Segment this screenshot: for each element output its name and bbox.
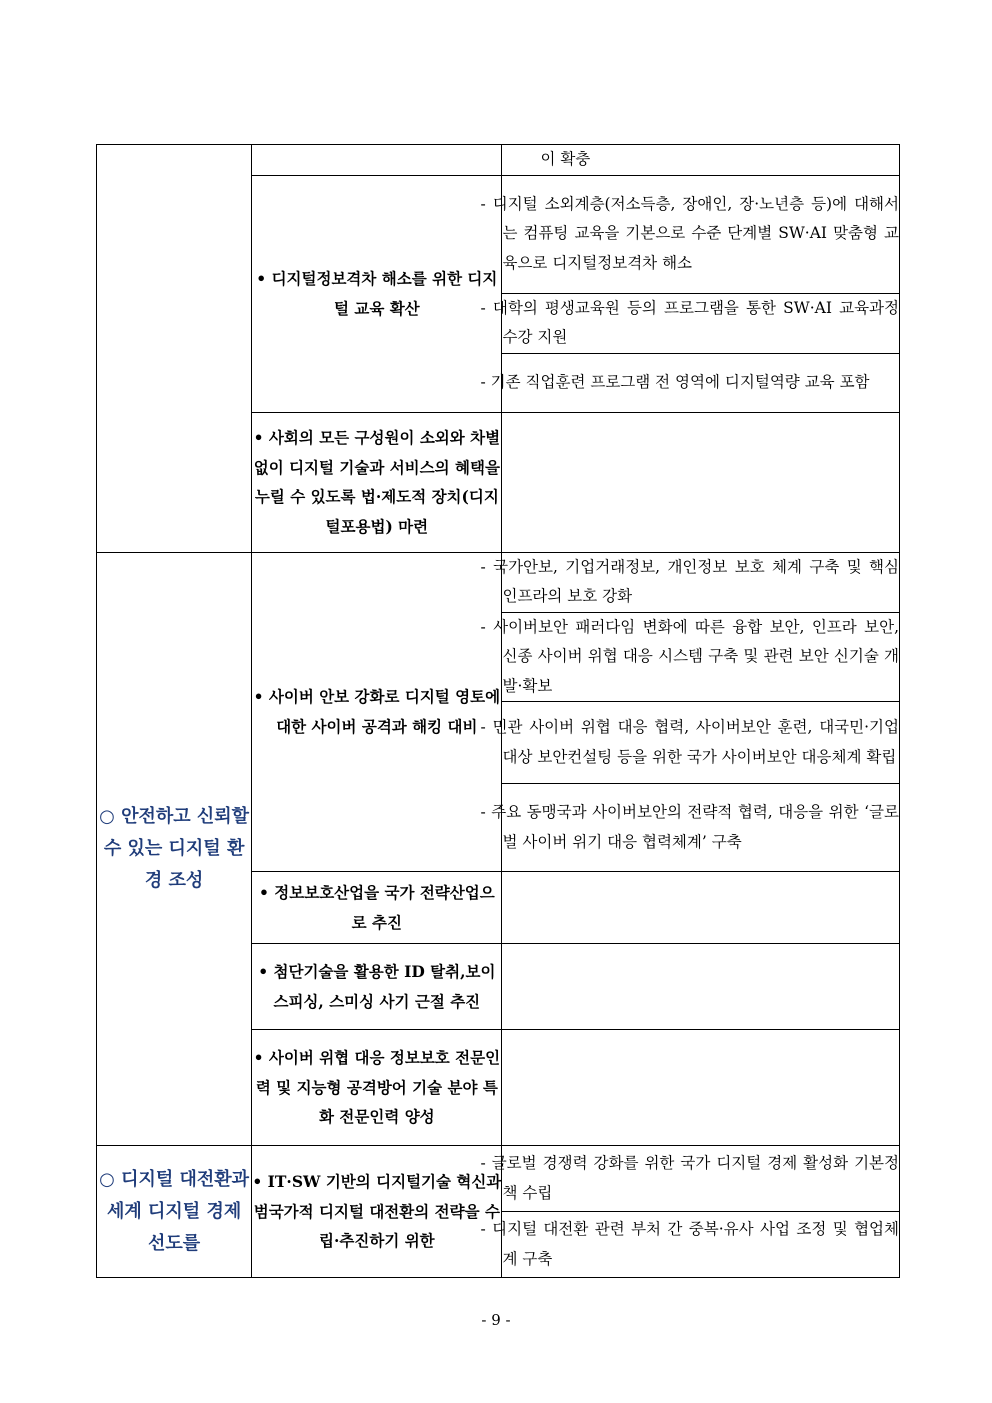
goal-cell: ○ 안전하고 신뢰할 수 있는 디지털 환경 조성	[97, 552, 252, 1146]
policy-table	[96, 144, 900, 1278]
detail-cell-empty	[502, 872, 900, 944]
task-cell: • 사회의 모든 구성원이 소외와 차별없이 디지털 기술과 서비스의 혜택을 누릴 수 있도록 법·제도적 장치(디지털포용법) 마련	[252, 412, 502, 552]
detail-cell: - 사이버보안 패러다임 변화에 따른 융합 보안, 인프라 보안, 신종 사이버 위협 대응 시스템 구축 및 관련 보안 신기술 개발·확보	[502, 612, 900, 702]
goal-cell-empty	[97, 145, 252, 553]
table-row	[97, 552, 900, 612]
table-row	[97, 1146, 900, 1212]
detail-cell-empty	[502, 1030, 900, 1146]
detail-cell: - 대학의 평생교육원 등의 프로그램을 통한 SW·AI 교육과정 수강 지원	[502, 293, 900, 353]
detail-cell: - 디지털 대전환 관련 부처 간 중복·유사 사업 조정 및 협업체계 구축	[502, 1212, 900, 1278]
task-cell: • 정보보호산업을 국가 전략산업으로 추진	[252, 872, 502, 944]
task-cell: • 디지털정보격차 해소를 위한 디지털 교육 확산	[252, 175, 502, 412]
detail-cell: - 민관 사이버 위협 대응 협력, 사이버보안 훈련, 대국민·기업 대상 보안컨설팅 등을 위한 국가 사이버보안 대응체계 확립	[502, 702, 900, 784]
task-cell: • 사이버 위협 대응 정보보호 전문인력 및 지능형 공격방어 기술 분야 특화 전문인력 양성	[252, 1030, 502, 1146]
task-cell: • 첨단기술을 활용한 ID 탈취,보이스피싱, 스미싱 사기 근절 추진	[252, 944, 502, 1030]
detail-cell: - 글로벌 경쟁력 강화를 위한 국가 디지털 경제 활성화 기본정책 수립	[502, 1146, 900, 1212]
detail-cell: - 국가안보, 기업거래정보, 개인정보 보호 체계 구축 및 핵심 인프라의 보호 강화	[502, 552, 900, 612]
detail-cell: - 디지털 소외계층(저소득층, 장애인, 장·노년층 등)에 대해서는 컴퓨팅 교육을 기본으로 수준 단계별 SW·AI 맞춤형 교육으로 디지털정보격차 해소	[502, 175, 900, 293]
goal-cell: ○ 디지털 대전환과 세계 디지털 경제 선도를	[97, 1146, 252, 1278]
task-cell-empty	[252, 145, 502, 176]
page-number: - 9 -	[481, 1311, 511, 1329]
task-cell: • IT·SW 기반의 디지털기술 혁신과 범국가적 디지털 대전환의 전략을 수립·추진하기 위한	[252, 1146, 502, 1278]
task-cell: • 사이버 안보 강화로 디지털 영토에 대한 사이버 공격과 해킹 대비	[252, 552, 502, 872]
detail-cell-empty	[502, 944, 900, 1030]
detail-cell-empty	[502, 412, 900, 552]
detail-cell: 이 확충	[502, 145, 900, 176]
detail-cell: - 주요 동맹국과 사이버보안의 전략적 협력, 대응을 위한 ‘글로벌 사이버 위기 대응 협력체계’ 구축	[502, 784, 900, 872]
table-row	[97, 145, 900, 176]
detail-cell: - 기존 직업훈련 프로그램 전 영역에 디지털역량 교육 포함	[502, 353, 900, 412]
